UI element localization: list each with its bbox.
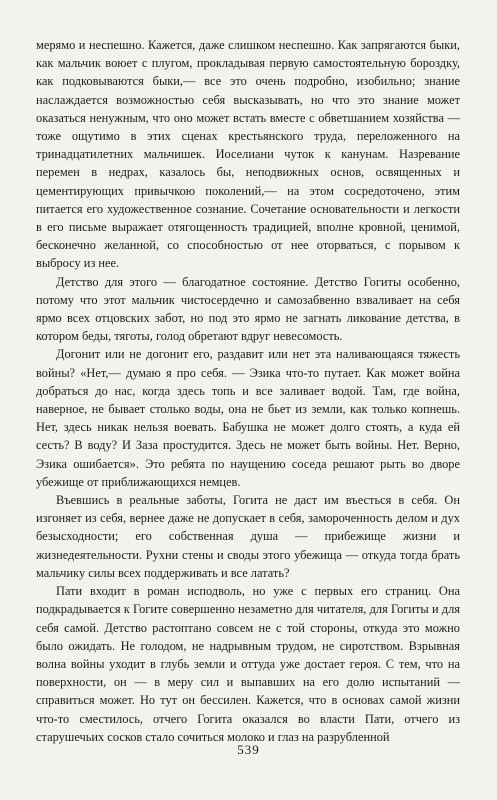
body-text <box>36 36 460 746</box>
paragraph-2: Детство для этого — благодатное состояние. Детство Гогиты особенно, потому что этот мальчик чистосердечно и самозабвенно взваливает на себя ярмо всех отцовских забот, но под это ярмо не загнать ликование детства, в котором беды, тяготы, голод обретают вдруг невесомость. <box>36 274 460 344</box>
page-number: 539 <box>237 742 260 757</box>
paragraph-1: мерямо и неспешно. Кажется, даже слишком неспешно. Как запрягаются быки, как мальчик воюет с плугом, прокладывая первую самостоятельную бороздку, как подковываются быки,— все это очень подробно, изобильно; знание наслаждается возможностью себя высказывать, но что это знание может оказаться ненужным, что оно может встать вместе с обветшанием хозяйства — тоже ощутимо в этих сценах крестьянского труда, переложенного на тринадцатилетних мальчишек. Иоселиани чуток к канунам. Назревание перемен в недрах, казалось бы, неподвижных основ, освященных и цементирующих привычкою поколений,— на этом сосредоточено, этим питается его художественное сознание. Сочетание основательности и легкости в его письме выражает отягощенность традицией, вполне кровной, ценимой, бесконечно желанной, со способностью от нее оторваться, с порывом к выбросу из нее. <box>36 38 460 271</box>
paragraph-4: Въевшись в реальные заботы, Гогита не даст им въесться в себя. Он изгоняет из себя, вернее даже не допускает в себя, замороченность делом и дух безысходности; его собственная душа — прибежище жизни и жизнедеятельности. Рухни стены и своды этого убежища — откуда тогда брать мальчику силы всех поддерживать и все латать? <box>36 493 460 580</box>
paragraph-3: Догонит или не догонит его, раздавит или нет эта наливающаяся тяжесть войны? «Нет,— думаю я про себя. — Эзика что-то путает. Как может война добраться до нас, когда здесь топь и все заливает водой. Там, где война, наверное, не бывает столько воды, она не бьет из земли, как только копнешь. Нет, здесь никак нельзя воевать. Бабушка не может долго стоять, а куда ей сесть? В воду? И Заза простудится. Здесь не может быть войны. Нет. Верно, Эзика ошибается». Это ребята по наущению соседа решают рыть во дворе убежище от приближающихся немцев. <box>36 347 460 489</box>
paragraph-5: Пати входит в роман исподволь, но уже с первых его страниц. Она подкрадывается к Гогите совершенно незаметно для читателя, для Гогиты и для себя самой. Детство растоптано совсем не с той стороны, откуда это можно было ожидать. Не голодом, не надрывным трудом, не сиротством. Взрывная волна войны уходит в глубь земли и оттуда уже достает героя. С тем, что на поверхности, он — в меру сил и выпавших на его долю испытаний — справиться может. Но тут он бессилен. Кажется, что в основах самой жизни что-то сместилось, отчего Гогита оказался во власти Пати, отчего из старушечьих сосков стало сочиться молоко и глаз на разрубленной <box>36 584 460 744</box>
